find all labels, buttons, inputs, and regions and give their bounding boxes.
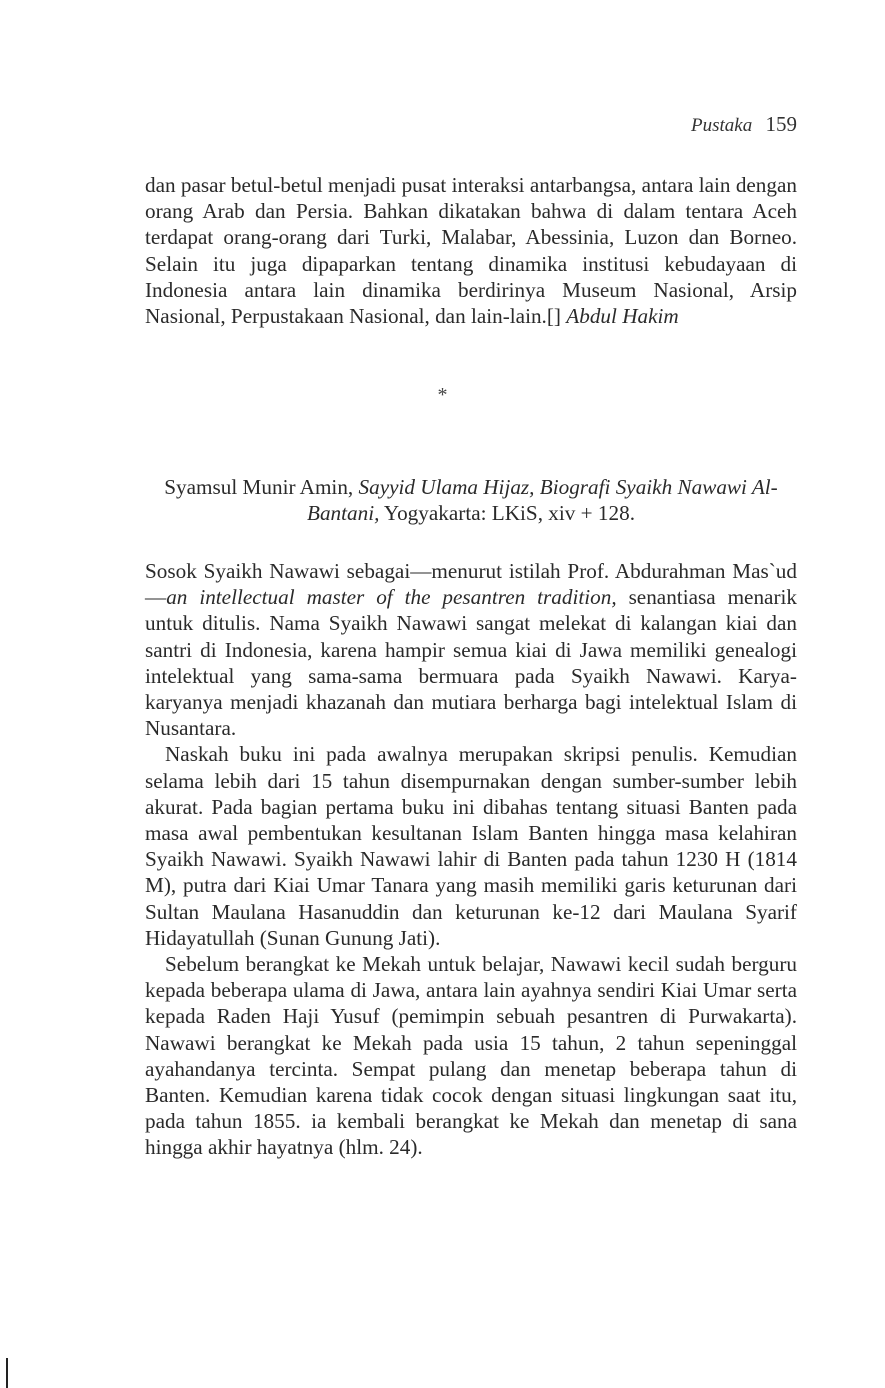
p1-text-a: Sosok Syaikh Nawawi sebagai—menurut istilah Prof. Abdurahman Mas`ud—: [145, 559, 797, 610]
citation-author: Syamsul Munir Amin,: [164, 475, 354, 499]
page-number: 159: [765, 112, 797, 136]
review-two-paragraph-2: Naskah buku ini pada awalnya merupakan skripsi penulis. Kemudian selama lebih dari 15 tahun disempurnakan dengan sumber-sumber lebih akurat. Pada bagian pertama buku ini dibahas tentang situasi Banten pada masa awal pembentukan kesultanan Islam Banten hingga masa kelahiran Syaikh Nawawi. Syaikh Nawawi lahir di Banten pada tahun 1230 H (1814 M), putra dari Kiai Umar Tanara yang masih memiliki garis keturunan dari Sultan Maulana Hasanuddin dan keturunan ke-12 dari Maulana Syarif Hidayatullah (Sunan Gunung Jati).: [145, 742, 797, 950]
p1-text-b: senantiasa menarik untuk ditulis. Nama Syaikh Nawawi sangat melekat di kalangan kiai dan santri di Indonesia, karena hampir semua kiai di Jawa memiliki genealogi intelektual yang sama-sama bermuara pada Syaikh Nawawi. Karya-karyanya menjadi khazanah dan mutiara berharga bagi intelektual Islam di Nusantara.: [145, 585, 797, 741]
running-header: [691, 112, 797, 137]
review-one-author: Abdul Hakim: [566, 304, 679, 329]
citation-publisher: Yogyakarta: LKiS, xiv + 128.: [383, 501, 635, 525]
review-one-ending: [145, 172, 797, 329]
review-two-body: [145, 558, 797, 1161]
review-two-paragraph-1: [145, 558, 797, 741]
scan-edge-mark: [6, 1358, 8, 1388]
section-separator: *: [437, 384, 448, 406]
citation-title: Sayyid Ulama Hijaz, Biografi Syaikh Nawawi Al-Bantani,: [307, 475, 778, 525]
review-one-paragraph: [145, 172, 797, 329]
p1-quote: an intellectual master of the pesantren tradition,: [166, 585, 617, 610]
review-one-text: dan pasar betul-betul menjadi pusat interaksi antarbangsa, antara lain dengan orang Arab dan Persia. Bahkan dikatakan bahwa di dalam tentara Aceh terdapat orang-orang dari Turki, Malabar, Abessinia, Luzon dan Borneo. Selain itu juga dipaparkan tentang dinamika institusi kebudayaan di Indonesia antara lain dinamika berdirinya Museum Nasional, Arsip Nasional, Perpustakaan Nasional, dan lain-lain.[]: [145, 173, 797, 329]
section-title: Pustaka: [691, 115, 753, 136]
book-citation: [145, 474, 797, 526]
review-two-paragraph-3: Sebelum berangkat ke Mekah untuk belajar, Nawawi kecil sudah berguru kepada beberapa ulama di Jawa, antara lain ayahnya sendiri Kiai Umar serta kepada Raden Haji Yusuf (pemimpin sebuah pesantren di Purwakarta). Nawawi berangkat ke Mekah pada usia 15 tahun, 2 tahun sepeninggal ayahandanya tercinta. Sempat pulang dan menetap beberapa tahun di Banten. Kemudian karena tidak cocok dengan situasi lingkungan saat itu, pada tahun 1855. ia kembali berangkat ke Mekah dan menetap di sana hingga akhir hayatnya (hlm. 24).: [145, 952, 797, 1160]
